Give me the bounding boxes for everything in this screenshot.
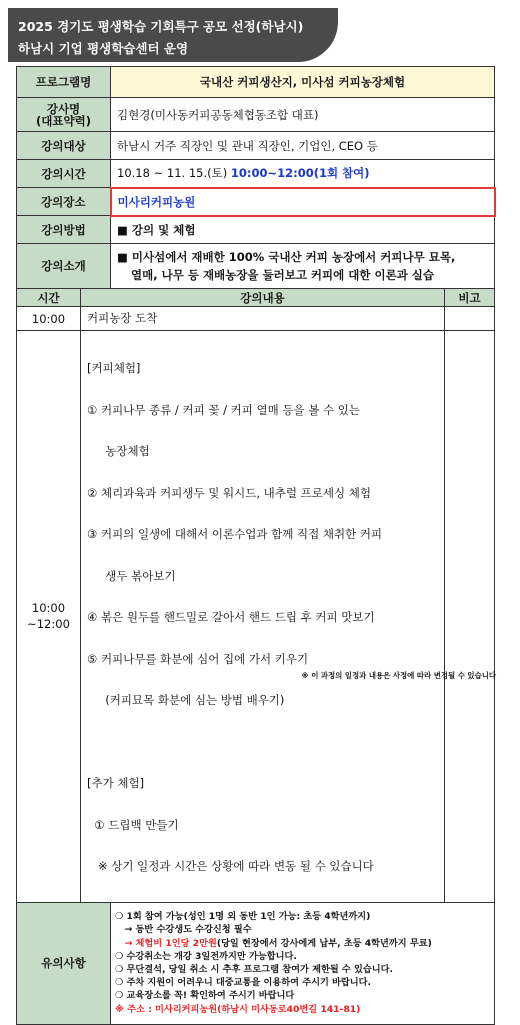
schedule-row2-time-line1: 10:00 <box>31 601 66 616</box>
schedule-row1-content <box>81 307 445 331</box>
notes-content <box>111 902 495 1024</box>
instructor-label-line2: (대표약력) <box>36 113 91 128</box>
instructor-label-line1: 강사명 <box>46 101 81 116</box>
notes-line: ❍ 무단결석, 당일 취소 시 추후 프로그램 참여가 제한될 수 있습니다. <box>115 964 393 975</box>
content-line: ※ 상기 일정과 시간은 상황에 따라 변동 될 수 있습니다 <box>87 859 374 873</box>
intro-label: 강의소개 <box>17 244 111 289</box>
content-line: ① 드립백 만들기 <box>87 817 179 832</box>
schedule-row2-note <box>445 331 495 903</box>
notes-address: ※ 주소 : 미사리커피농원(하남시 미사동로40번길 141-81) <box>115 1003 361 1015</box>
schedule-header-time: 시간 <box>17 289 81 307</box>
content-line: ③ 커피의 일생에 대해서 이론수업과 함께 직접 채취한 커피 <box>87 527 383 541</box>
schedule-row1-time: 10:00 <box>17 307 81 331</box>
schedule-header-note: 비고 <box>445 289 495 307</box>
method-label: 강의방법 <box>17 216 111 244</box>
content-line: [추가 체험] <box>87 776 145 790</box>
content-line: ④ 볶은 원두를 핸드밀로 갈아서 핸드 드립 후 커피 맛보기 <box>87 610 375 624</box>
schedule-row1-note <box>445 307 495 331</box>
notes-line: ❍ 1회 참여 가능(성인 1명 외 동반 1인 가능: 초등 4학년까지) <box>115 911 371 923</box>
notes-line <box>115 937 490 950</box>
notes-line: → 동반 수강생도 수강신청 필수 <box>115 924 252 936</box>
schedule-row2-content <box>81 331 445 903</box>
notes-label: 유의사항 <box>17 902 111 1024</box>
content-line <box>87 736 438 750</box>
instructor-label <box>17 98 111 132</box>
banner-title-line1: 2025 경기도 평생학습 기회특구 공모 선정(하남시) <box>18 19 304 34</box>
time-value <box>111 160 495 188</box>
content-line: [커피체험] <box>87 361 141 375</box>
instructor-value: 김현경(미사동커피공동체협동조합 대표) <box>111 98 495 132</box>
footnote: ※ 이 과정의 일정과 내용은 사정에 따라 변경될 수 있습니다 <box>301 671 496 680</box>
title-banner <box>8 8 338 62</box>
schedule-row1-line: 커피농장 도착 <box>87 310 158 325</box>
notes-line: ❍ 교육장소를 꼭! 확인하여 주시기 바랍니다 <box>115 990 295 1002</box>
place-value: 미사리커피농원 <box>111 188 495 216</box>
schedule-header-content: 강의내용 <box>81 289 445 307</box>
method-value: ■ 강의 및 체험 <box>111 216 495 244</box>
content-line: 생두 볶아보기 <box>87 568 176 583</box>
target-value: 하남시 거주 직장인 및 관내 직장인, 기업인, CEO 등 <box>111 132 495 160</box>
intro-value <box>111 244 495 289</box>
notes-fee: → 체험비 1인당 2만원 <box>115 937 217 949</box>
intro-line2: 열매, 나무 등 재배농장을 둘러보고 커피에 대한 이론과 실습 <box>131 268 435 282</box>
content-line: ⑤ 커피나무를 화분에 심어 집에 가서 키우기 <box>87 651 309 666</box>
time-value-hours: 10:00~12:00(1회 참여) <box>230 166 370 181</box>
banner-title-line2: 하남시 기업 평생학습센터 운영 <box>18 41 189 56</box>
content-line: 농장체험 <box>87 444 150 458</box>
intro-line1: ■ 미사섬에서 재배한 100% 국내산 커피 농장에서 커피나무 묘목, <box>117 250 456 264</box>
program-name-value: 국내산 커피생산지, 미사섬 커피농장체험 <box>111 67 495 98</box>
content-line: ② 체리과육과 커피생두 및 워시드, 내추럴 프로세싱 체험 <box>87 485 371 500</box>
content-line: ① 커피나무 종류 / 커피 꽃 / 커피 열매 등을 볼 수 있는 <box>87 402 360 417</box>
program-name-label: 프로그램명 <box>17 67 111 98</box>
schedule-row2-time-line2: ~12:00 <box>27 617 70 632</box>
program-info-table <box>16 66 496 1025</box>
schedule-row2-time <box>17 331 81 903</box>
time-value-dates: 10.18 ~ 11. 15.(토) <box>117 166 231 181</box>
notes-line: ❍ 수강취소는 개강 3일전까지만 가능합니다. <box>115 950 297 962</box>
content-line: (커피묘목 화분에 심는 방법 배우기) <box>87 693 285 707</box>
notes-line: ❍ 주차 지원이 어려우니 대중교통을 이용하여 주시기 바랍니다. <box>115 977 372 989</box>
notes-fee-detail: (당일 현장에서 강사에게 납부, 초등 4학년까지 무료) <box>216 937 432 949</box>
target-label: 강의대상 <box>17 132 111 160</box>
place-label: 강의장소 <box>17 188 111 216</box>
time-label: 강의시간 <box>17 160 111 188</box>
